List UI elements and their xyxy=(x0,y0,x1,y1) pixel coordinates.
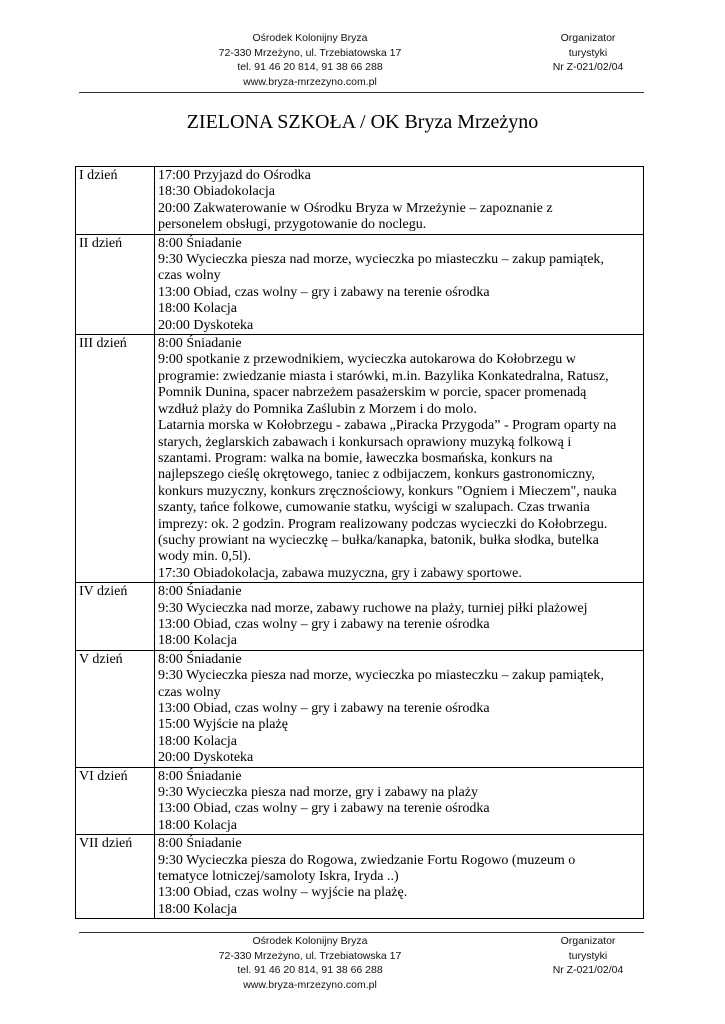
header-license-line-1: Organizator xyxy=(560,32,616,44)
schedule-activity-line: wody min. 0,5l). xyxy=(158,549,251,565)
schedule-activity-line: 8:00 Śniadanie xyxy=(158,768,242,784)
schedule-activity-line: (suchy prowiant na wycieczkę – bułka/kanapka, batonik, bułka słodka, butelka xyxy=(158,532,599,548)
schedule-day-label: VI dzień xyxy=(76,767,155,835)
schedule-day-label: VII dzień xyxy=(76,835,155,919)
schedule-activity-line: 17:30 Obiadokolacja, zabawa muzyczna, gry i zabawy sportowe. xyxy=(158,565,522,581)
header-license-number: Nr Z-021/02/04 xyxy=(552,61,624,74)
footer-website: www.bryza-mrzezyno.com.pl xyxy=(243,978,377,991)
schedule-activity-line: 15:00 Wyjście na plażę xyxy=(158,717,288,733)
schedule-day-label: III dzień xyxy=(76,335,155,583)
header-website: www.bryza-mrzezyno.com.pl xyxy=(243,75,377,88)
header-address-block xyxy=(190,31,430,89)
schedule-row xyxy=(76,650,644,767)
footer-address-block xyxy=(190,934,430,992)
schedule-activity-line: Pomnik Dunina, spacer nabrzeżem pasażerskim w porcie, spacer promenadą xyxy=(158,385,587,401)
schedule-activity-line: imprezy: ok. 2 godzin. Program realizowany podczas wycieczki do Kołobrzegu. xyxy=(158,516,608,532)
schedule-activity-line: 13:00 Obiad, czas wolny – gry i zabawy na terenie ośrodka xyxy=(158,284,490,300)
schedule-day-label: I dzień xyxy=(76,167,155,235)
schedule-day-label: II dzień xyxy=(76,234,155,334)
page-footer xyxy=(0,932,725,992)
schedule-activity-line: 8:00 Śniadanie xyxy=(158,651,242,667)
schedule-activity-line: 13:00 Obiad, czas wolny – gry i zabawy na terenie ośrodka xyxy=(158,616,490,632)
footer-address: 72-330 Mrzeżyno, ul. Trzebiatowska 17 xyxy=(218,949,402,962)
schedule-row xyxy=(76,234,644,334)
schedule-activity-line: 9:30 Wycieczka piesza nad morze, wycieczka po miasteczku – zakup pamiątek, xyxy=(158,252,604,268)
header-license-line-2: turystyki xyxy=(568,46,608,59)
schedule-activity-line: 13:00 Obiad, czas wolny – gry i zabawy na terenie ośrodka xyxy=(158,701,490,716)
schedule-activity-line: szantami. Program: walka na bomie, ławeczka bosmańska, konkurs na xyxy=(158,450,553,466)
schedule-activity-line: 18:00 Kolacja xyxy=(158,633,237,649)
schedule-activity-line: czas wolny xyxy=(158,268,221,284)
schedule-day-label: V dzień xyxy=(76,650,155,767)
header-divider xyxy=(79,92,644,93)
schedule-row xyxy=(76,835,644,919)
schedule-activity-line: tematyce lotniczej/samoloty Iskra, Iryda ..) xyxy=(158,869,399,885)
schedule-activity-line: 8:00 Śniadanie xyxy=(158,836,242,852)
schedule-activity-line: 13:00 Obiad, czas wolny – wyjście na plażę. xyxy=(158,885,408,901)
page-header xyxy=(0,31,725,95)
footer-phone: tel. 91 46 20 814, 91 38 66 288 xyxy=(237,964,383,977)
schedule-activities xyxy=(155,767,644,835)
schedule-activity-line: 18:00 Kolacja xyxy=(158,817,237,833)
schedule-activity-line: wzdłuż plaży do Pomnika Zaślubin z Morzem i do molo. xyxy=(158,401,477,417)
schedule-activity-line: 20:00 Dyskoteka xyxy=(158,750,254,766)
schedule-activity-line: 17:00 Przyjazd do Ośrodka xyxy=(158,168,311,183)
schedule-activity-line: czas wolny xyxy=(158,684,221,700)
schedule-activity-line: 8:00 Śniadanie xyxy=(158,235,242,251)
schedule-activity-line: 9:30 Wycieczka piesza nad morze, wycieczka po miasteczku – zakup pamiątek, xyxy=(158,668,604,684)
footer-license-line-2: turystyki xyxy=(568,949,608,962)
schedule-activity-line: konkurs muzyczny, konkurs zręcznościowy, konkurs "Ogniem i Mieczem", nauka xyxy=(158,483,617,499)
schedule-activity-line: 13:00 Obiad, czas wolny – gry i zabawy na terenie ośrodka xyxy=(158,801,490,817)
schedule-activities xyxy=(155,835,644,919)
footer-org-name: Ośrodek Kolonijny Bryza xyxy=(252,935,368,947)
schedule-activity-line: najlepszego cieślę okrętowego, taniec z odbijaczem, konkurs gastronomiczny, xyxy=(158,467,595,483)
schedule-row xyxy=(76,167,644,235)
schedule-activity-line: programie: zwiedzanie miasta i starówki, m.in. Bazylika Konkatedralna, Ratusz, xyxy=(158,368,609,384)
schedule-activities xyxy=(155,167,644,235)
schedule-activity-line: 18:00 Kolacja xyxy=(158,901,237,917)
schedule-activities xyxy=(155,234,644,334)
schedule-activity-line: 18:00 Kolacja xyxy=(158,301,237,317)
schedule-activity-line: Latarnia morska w Kołobrzegu - zabawa „Piracka Przygoda” - Program oparty na xyxy=(158,418,617,434)
page-title: ZIELONA SZKOŁA / OK Bryza Mrzeżyno xyxy=(186,111,539,133)
schedule-row xyxy=(76,583,644,651)
schedule-activity-line: 20:00 Dyskoteka xyxy=(158,317,254,333)
footer-license-block xyxy=(538,934,638,978)
footer-license-number: Nr Z-021/02/04 xyxy=(552,964,624,977)
schedule-activity-line: personelem obsługi, przygotowanie do noclegu. xyxy=(158,217,427,233)
schedule-activity-line: 9:00 spotkanie z przewodnikiem, wycieczka autokarowa do Kołobrzegu w xyxy=(158,352,576,368)
schedule-activity-line: 8:00 Śniadanie xyxy=(158,336,242,352)
schedule-activity-line: 20:00 Zakwaterowanie w Ośrodku Bryza w Mrzeżynie – zapoznanie z xyxy=(158,200,553,216)
header-phone: tel. 91 46 20 814, 91 38 66 288 xyxy=(237,61,383,74)
schedule-activity-line: 9:30 Wycieczka nad morze, zabawy ruchowe na plaży, turniej piłki plażowej xyxy=(158,600,588,616)
header-address: 72-330 Mrzeżyno, ul. Trzebiatowska 17 xyxy=(218,46,402,59)
schedule-activity-line: 18:00 Kolacja xyxy=(158,733,237,749)
schedule-activities xyxy=(155,650,644,767)
schedule-activity-line: szanty, tańce folkowe, cumowanie statku, wyścigi w szalupach. Czas trwania xyxy=(158,500,590,516)
schedule-day-label: IV dzień xyxy=(76,583,155,651)
schedule-row xyxy=(76,335,644,583)
schedule-activity-line: 18:30 Obiadokolacja xyxy=(158,184,276,200)
schedule-activities xyxy=(155,583,644,651)
schedule-row xyxy=(76,767,644,835)
schedule-activity-line: 8:00 Śniadanie xyxy=(158,584,242,600)
schedule-activity-line: starych, żeglarskich zabawach i konkursach oprawiony muzyką folkową i xyxy=(158,434,572,450)
schedule-activity-line: 9:30 Wycieczka piesza do Rogowa, zwiedzanie Fortu Rogowo (muzeum o xyxy=(158,852,576,868)
footer-license-line-1: Organizator xyxy=(560,935,616,947)
schedule-table xyxy=(75,166,644,919)
header-license-block xyxy=(538,31,638,75)
schedule-activities xyxy=(155,335,644,583)
schedule-activity-line: 9:30 Wycieczka piesza nad morze, gry i zabawy na plaży xyxy=(158,785,478,801)
footer-divider xyxy=(79,932,644,933)
header-org-name: Ośrodek Kolonijny Bryza xyxy=(252,32,368,44)
